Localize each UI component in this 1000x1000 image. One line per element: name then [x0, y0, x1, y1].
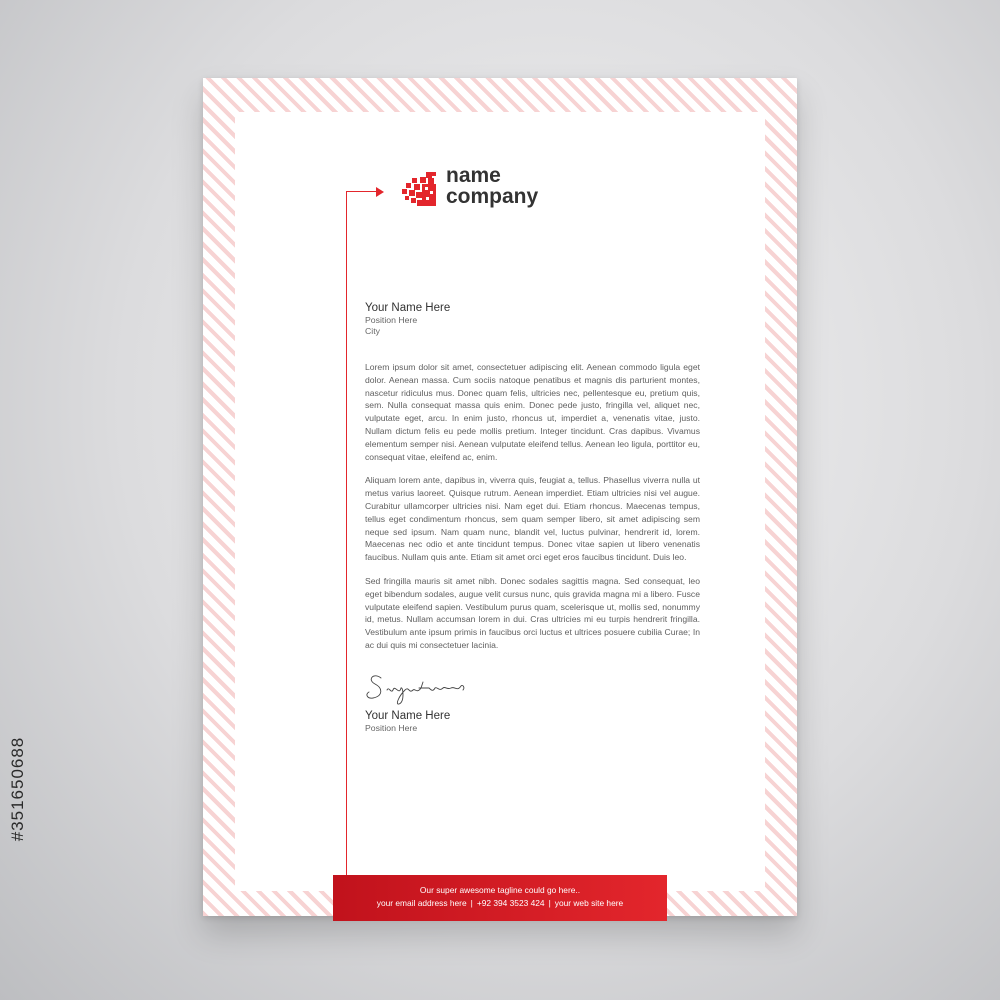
stock-id: #351650688: [8, 736, 27, 842]
pixel-mosaic-logo-icon: [402, 172, 436, 206]
letter-content: [365, 302, 700, 734]
footer-email: your email address here: [376, 898, 467, 908]
signature-name: Your Name Here: [365, 709, 451, 722]
footer-bar: [333, 875, 667, 921]
footer-contacts: [333, 896, 667, 910]
body-paragraph: Lorem ipsum dolor sit amet, consectetuer adipiscing elit. Aenean commodo ligula eget dolor. Aenean massa. Cum sociis natoque penatibus et magnis dis parturient montes, nascetur ridiculus mus. Donec quam felis, ultricies nec, pellentesque eu, pretium quis, sem. Nulla consequat massa quis enim. Donec pede justo, fringilla vel, aliquet nec, vulputate eget, arcu. In enim justo, rhoncus ut, imperdiet a, venenatis vitae, justo. Nullam dictum felis eu pede mollis pretium. Integer tincidunt. Cras dapibus. Vivamus elementum semper nisi. Aenean vulputate eleifend tellus. Aenean leo ligula, porttitor eu, consequat vitae, eleifend ac, enim.: [365, 362, 700, 462]
letterhead-sheet: [203, 78, 797, 916]
footer-separator: |: [548, 898, 551, 908]
accent-top-line: [346, 191, 376, 192]
body-paragraph: Sed fringilla mauris sit amet nibh. Donec sodales sagittis magna. Sed consequat, leo eget bibendum sodales, augue velit cursus nunc, quis gravida magna mi a libero. Fusce vulputate eleifend sapien. Vestibulum purus quam, scelerisque ut, mollis sed, nonummy id, metus. Nullam accumsan lorem in dui. Cras ultricies mi eu turpis hendrerit fringilla. Vestibulum ante ipsum primis in faucibus orci luctus et ultrices posuere cubilia Curae; In ac dui quis mi consectetuer lacinia.: [365, 575, 700, 650]
accent-vertical-line: [346, 191, 347, 910]
sender-position: Position Here: [365, 315, 418, 325]
sender-name: Your Name Here: [365, 302, 451, 314]
footer-tagline: Our super awesome tagline could go here..: [419, 885, 581, 895]
sender-city: City: [365, 326, 380, 336]
footer-phone: +92 394 3523 424: [476, 898, 545, 908]
signature-image: [365, 668, 469, 706]
company-name-line1: name: [446, 164, 501, 187]
signature-position: Position Here: [365, 722, 418, 733]
company-name: [446, 165, 538, 207]
letter-page: [235, 112, 765, 891]
footer-website: your web site here: [554, 898, 624, 908]
body-paragraph: Aliquam lorem ante, dapibus in, viverra quis, feugiat a, tellus. Phasellus viverra nulla ut metus varius laoreet. Quisque rutrum. Aenean imperdiet. Etiam ultricies nisi vel augue. Curabitur ullamcorper ultricies nisi. Nam eget dui. Etiam rhoncus. Maecenas tempus, tellus eget condimentum rhoncus, sem quam semper libero, sit amet adipiscing sem neque sed ipsum. Nam quam nunc, blandit vel, luctus pulvinar, hendrerit id, lorem. Maecenas nec odio et ante tincidunt tempus. Donec vitae sapien ut libero venenatis faucibus. Nullam quis ante. Etiam sit amet orci eget eros faucibus tincidunt. Duis leo.: [365, 475, 700, 563]
company-name-line2: company: [446, 185, 539, 208]
footer-separator: |: [470, 898, 473, 908]
arrow-right-icon: [376, 187, 384, 197]
